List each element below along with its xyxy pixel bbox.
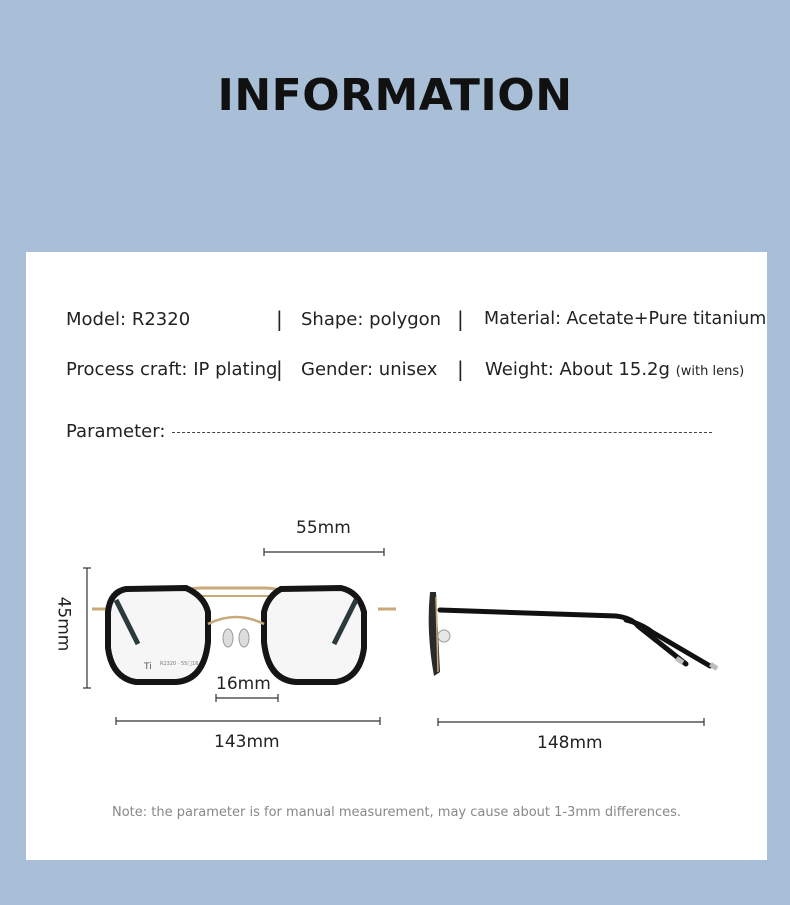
frame-width-label: 143mm (214, 732, 280, 752)
lens-width-label: 55mm (296, 518, 351, 538)
svg-text:R2320 · 55□16: R2320 · 55□16 (160, 661, 199, 667)
side-view-glasses (429, 592, 719, 676)
separator: | (457, 357, 464, 381)
model-spec: Model: R2320 (66, 309, 191, 330)
lens-height-label: 45mm (53, 596, 74, 652)
parameter-label: Parameter: (66, 421, 166, 442)
temple-length-label: 148mm (537, 733, 603, 753)
measurement-note: Note: the parameter is for manual measurement, may cause about 1-3mm differences. (111, 805, 682, 820)
page-title: INFORMATION (217, 70, 573, 121)
front-view-glasses (92, 588, 396, 682)
bridge-line (216, 694, 278, 702)
weight-value: Weight: About 15.2g (485, 359, 670, 380)
gender-spec: Gender: unisex (301, 359, 438, 380)
weight-note: (with lens) (675, 364, 745, 379)
process-spec: Process craft: IP plating (66, 359, 278, 380)
separator: | (276, 307, 283, 331)
shape-spec: Shape: polygon (301, 309, 442, 330)
separator: | (276, 357, 283, 381)
separator: | (457, 307, 464, 331)
temple-length-line (438, 718, 704, 726)
lens-width-line (264, 548, 384, 556)
bridge-label: 16mm (216, 674, 271, 694)
lens-height-line (83, 568, 91, 688)
frame-width-line (116, 717, 380, 725)
info-card (26, 252, 767, 860)
material-spec: Material: Acetate+Pure titanium (484, 309, 767, 329)
svg-text:Ti: Ti (144, 662, 152, 672)
glasses-diagram (26, 252, 767, 860)
